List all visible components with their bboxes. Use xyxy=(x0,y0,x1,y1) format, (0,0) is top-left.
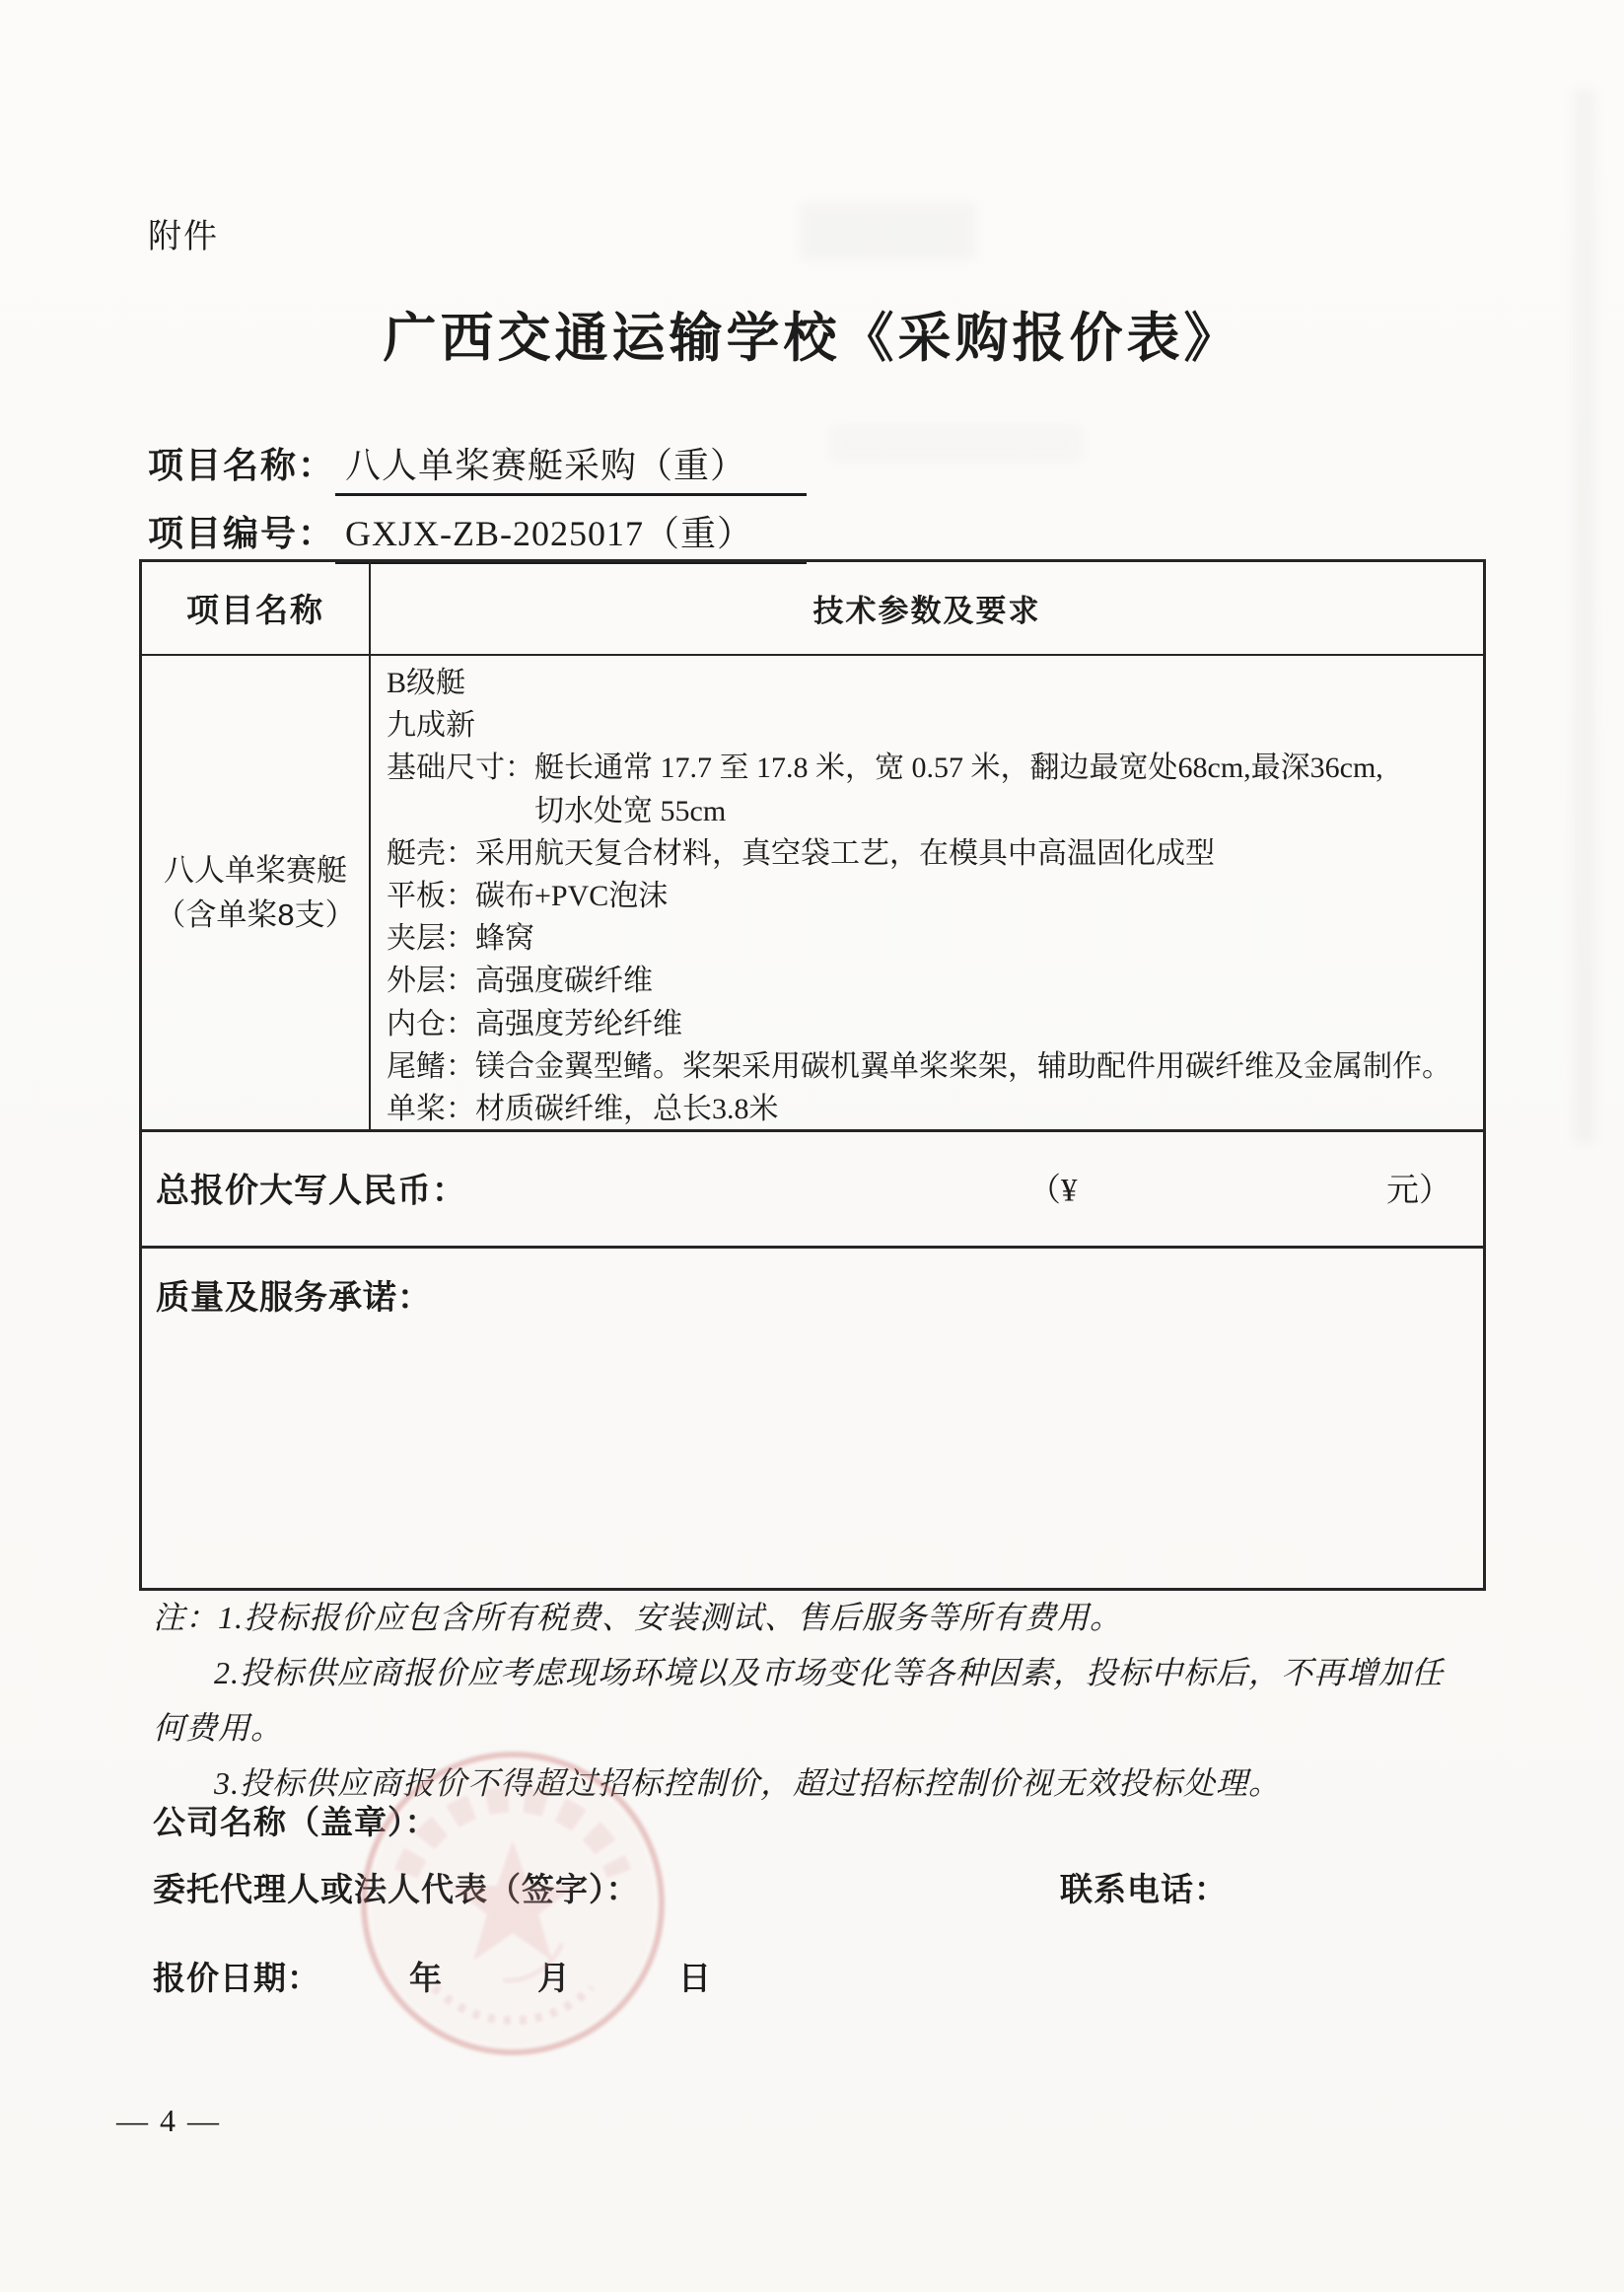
page-number: — 4 — xyxy=(116,2103,221,2138)
quality-promise-row xyxy=(142,1246,1483,1588)
quote-date-line xyxy=(153,1953,712,1999)
item-name-line2: （含单桨8支） xyxy=(155,897,356,932)
note-line: 2.投标供应商报价应考虑现场环境以及市场变化等各种因素，投标中标后，不再增加任 xyxy=(214,1655,1445,1690)
note-line: 3.投标供应商报价不得超过招标控制价，超过招标控制价视无效投标处理。 xyxy=(214,1765,1282,1801)
spec-table xyxy=(139,559,1486,1591)
spec-table-body-row xyxy=(142,656,1483,1129)
item-name-line1: 八人单桨赛艇 xyxy=(164,853,347,888)
agent-signature-label: 委托代理人或法人代表（签字）： xyxy=(153,1871,640,1907)
spec-line: 艇壳：采用航天复合材料，真空袋工艺，在模具中高温固化成型 xyxy=(387,836,1215,870)
total-price-row xyxy=(142,1129,1483,1246)
quality-promise-label: 质量及服务承诺： xyxy=(156,1279,432,1317)
scan-artifact xyxy=(799,202,976,261)
tech-spec-cell xyxy=(371,656,1483,1129)
scan-artifact xyxy=(1574,89,1595,1144)
spec-line: 夹层：蜂窝 xyxy=(387,922,534,956)
date-day-label: 日 xyxy=(678,1960,712,1996)
spec-table-header-row xyxy=(142,562,1483,656)
currency-open-paren: （¥ xyxy=(1028,1173,1078,1209)
spec-line: 尾鳍：镁合金翼型鳍。桨架采用碳机翼单桨桨架，辅助配件用碳纤维及金属制作。 xyxy=(387,1049,1451,1083)
currency-close-paren: 元） xyxy=(1386,1173,1451,1209)
company-name-label: 公司名称（盖章）： xyxy=(153,1804,439,1840)
item-name-cell xyxy=(142,656,371,1129)
document-title: 广西交通运输学校《采购报价表》 xyxy=(383,309,1241,368)
scan-artifact xyxy=(828,424,1085,464)
spec-line: 外层：高强度碳纤维 xyxy=(387,965,653,998)
date-month-label: 月 xyxy=(537,1960,571,1996)
spec-line: 九成新 xyxy=(387,709,475,743)
project-code-label: 项目编号： xyxy=(148,513,336,553)
spec-line: 切水处宽 55cm xyxy=(534,794,727,827)
note-line: 注：1.投标报价应包含所有税费、安装测试、售后服务等所有费用。 xyxy=(153,1600,1123,1635)
total-price-label: 总报价大写人民币： xyxy=(156,1172,466,1210)
project-name-label: 项目名称： xyxy=(148,445,336,485)
project-name-value: 八人单桨赛艇采购（重） xyxy=(335,438,807,496)
spec-line: 平板：碳布+PVC泡沫 xyxy=(387,880,669,913)
note-line: 何费用。 xyxy=(153,1710,284,1746)
project-code-line xyxy=(148,506,807,564)
project-code-value: GXJX-ZB-2025017（重） xyxy=(335,506,807,564)
spec-line: 基础尺寸：艇长通常 17.7 至 17.8 米，宽 0.57 米，翻边最宽处68cm,最深36cm, xyxy=(387,752,1383,785)
project-name-line xyxy=(148,438,807,496)
red-seal-stamp-icon xyxy=(355,1746,671,2061)
header-cell-item-name: 项目名称 xyxy=(142,562,371,654)
contact-phone-label: 联系电话： xyxy=(1060,1871,1228,1907)
quote-date-label: 报价日期： xyxy=(153,1960,320,1996)
date-year-label: 年 xyxy=(409,1960,443,1996)
attachment-label: 附件 xyxy=(148,218,219,255)
spec-line: B级艇 xyxy=(387,667,466,699)
spec-line: 内仓：高强度芳纶纤维 xyxy=(387,1007,682,1040)
spec-line: 单桨：材质碳纤维，总长3.8米 xyxy=(387,1093,779,1126)
header-cell-tech-params: 技术参数及要求 xyxy=(812,594,1041,628)
